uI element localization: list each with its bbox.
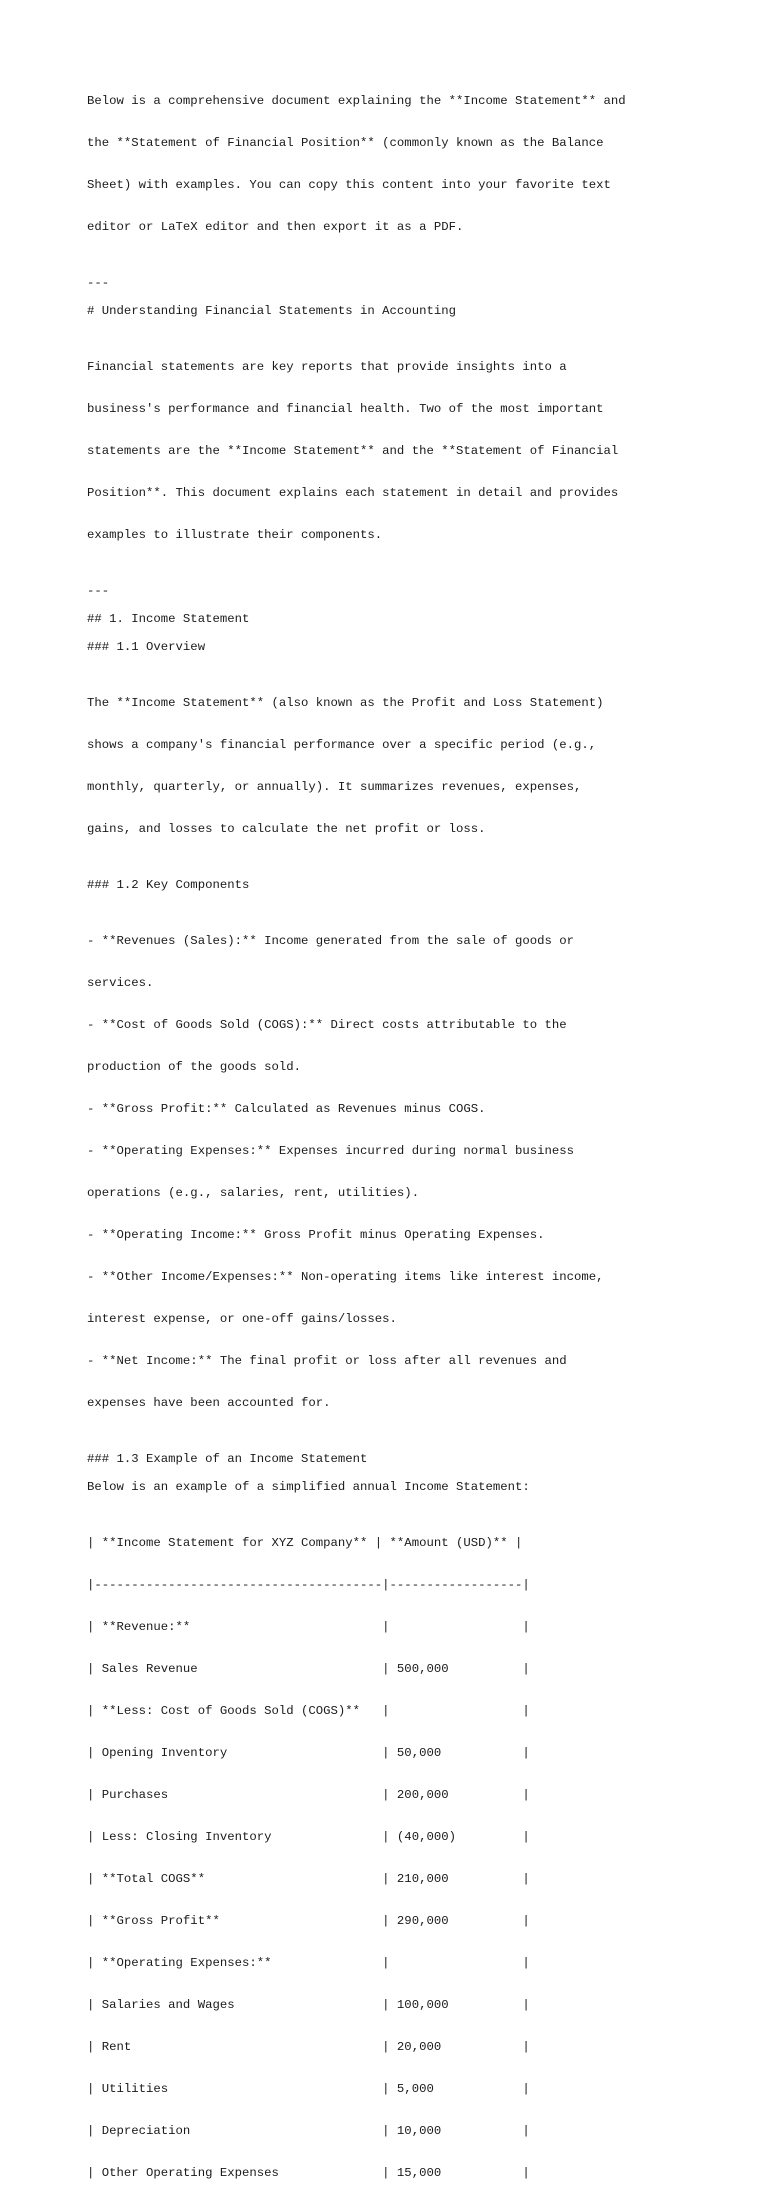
list-line: - **Revenues (Sales):** Income generated from the sale of goods or xyxy=(87,934,575,948)
table-row: | **Less: Cost of Goods Sold (COGS)** | | xyxy=(87,1704,530,1718)
table-separator: |---------------------------------------|------------------| xyxy=(87,1578,530,1592)
list-line: expenses have been accounted for. xyxy=(87,1396,331,1410)
overview-paragraph xyxy=(87,668,626,864)
text-line: examples to illustrate their components. xyxy=(87,528,383,542)
subsection-heading: ### 1.3 Example of an Income Statement xyxy=(87,1452,368,1466)
income-statement-table xyxy=(87,1508,626,2208)
subsection-heading: ### 1.1 Overview xyxy=(87,640,206,654)
text-line: Position**. This document explains each statement in detail and provides xyxy=(87,486,619,500)
table-row: | Purchases | 200,000 | xyxy=(87,1788,530,1802)
list-line: - **Cost of Goods Sold (COGS):** Direct costs attributable to the xyxy=(87,1018,567,1032)
list-line: - **Operating Income:** Gross Profit minus Operating Expenses. xyxy=(87,1228,545,1242)
list-line: operations (e.g., salaries, rent, utilities). xyxy=(87,1186,420,1200)
table-row: | **Revenue:** | | xyxy=(87,1620,530,1634)
table-row: | Salaries and Wages | 100,000 | xyxy=(87,1998,530,2012)
text-line: Below is a comprehensive document explaining the **Income Statement** and xyxy=(87,94,626,108)
text-line: the **Statement of Financial Position** (commonly known as the Balance xyxy=(87,136,604,150)
horizontal-rule: --- xyxy=(87,276,110,290)
document-page xyxy=(87,66,626,2208)
intro-paragraph xyxy=(87,66,626,262)
list-line: - **Gross Profit:** Calculated as Revenues minus COGS. xyxy=(87,1102,486,1116)
text-line: monthly, quarterly, or annually). It summarizes revenues, expenses, xyxy=(87,780,582,794)
table-row: | Sales Revenue | 500,000 | xyxy=(87,1662,530,1676)
list-line: - **Other Income/Expenses:** Non-operating items like interest income, xyxy=(87,1270,604,1284)
document-title: # Understanding Financial Statements in Accounting xyxy=(87,304,456,318)
text-line: Sheet) with examples. You can copy this content into your favorite text xyxy=(87,178,611,192)
table-row: | **Total COGS** | 210,000 | xyxy=(87,1872,530,1886)
subsection-heading: ### 1.2 Key Components xyxy=(87,878,250,892)
table-row: | Depreciation | 10,000 | xyxy=(87,2124,530,2138)
table-row: | **Operating Expenses:** | | xyxy=(87,1956,530,1970)
list-line: - **Operating Expenses:** Expenses incurred during normal business xyxy=(87,1144,575,1158)
text-line: The **Income Statement** (also known as the Profit and Loss Statement) xyxy=(87,696,604,710)
text-line: business's performance and financial health. Two of the most important xyxy=(87,402,604,416)
table-row: | Less: Closing Inventory | (40,000) | xyxy=(87,1830,530,1844)
text-line: Financial statements are key reports that provide insights into a xyxy=(87,360,567,374)
horizontal-rule: --- xyxy=(87,584,110,598)
list-line: interest expense, or one-off gains/losses. xyxy=(87,1312,397,1326)
example-intro: Below is an example of a simplified annual Income Statement: xyxy=(87,1480,530,1494)
text-line: editor or LaTeX editor and then export it as a PDF. xyxy=(87,220,464,234)
summary-paragraph xyxy=(87,332,626,570)
section-heading: ## 1. Income Statement xyxy=(87,612,250,626)
table-header: | **Income Statement for XYZ Company** | **Amount (USD)** | xyxy=(87,1536,523,1550)
table-row: | Other Operating Expenses | 15,000 | xyxy=(87,2166,530,2180)
text-line: statements are the **Income Statement** and the **Statement of Financial xyxy=(87,444,619,458)
text-line: shows a company's financial performance over a specific period (e.g., xyxy=(87,738,597,752)
text-line: gains, and losses to calculate the net profit or loss. xyxy=(87,822,486,836)
components-list xyxy=(87,906,626,1438)
list-line: - **Net Income:** The final profit or loss after all revenues and xyxy=(87,1354,567,1368)
table-row: | **Gross Profit** | 290,000 | xyxy=(87,1914,530,1928)
list-line: production of the goods sold. xyxy=(87,1060,302,1074)
table-row: | Opening Inventory | 50,000 | xyxy=(87,1746,530,1760)
table-row: | Utilities | 5,000 | xyxy=(87,2082,530,2096)
table-row: | Rent | 20,000 | xyxy=(87,2040,530,2054)
list-line: services. xyxy=(87,976,154,990)
